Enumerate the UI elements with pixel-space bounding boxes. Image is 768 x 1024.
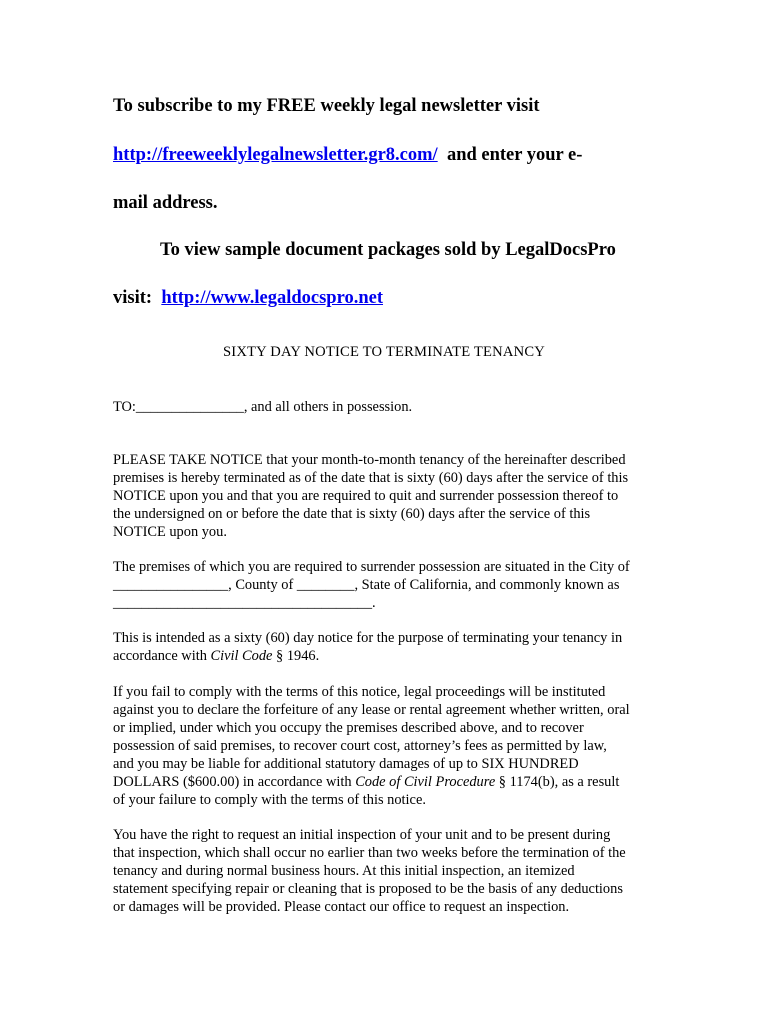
text-run: DOLLARS ($600.00) in accordance with [113, 774, 356, 790]
paragraph-line: ____________________________________. [113, 595, 376, 611]
paragraph-line: tenancy and during normal business hours. At this initial inspection, an itemized [113, 863, 575, 879]
paragraph-line: and you may be liable for additional statutory damages of up to SIX HUNDRED [113, 756, 579, 772]
legaldocspro-link[interactable]: http://www.legaldocspro.net [161, 288, 383, 308]
promo-line-5 [113, 286, 673, 310]
promo-line-1: To subscribe to my FREE weekly legal newsletter visit [113, 96, 540, 116]
paragraph-line: of your failure to comply with the terms of this notice. [113, 792, 426, 808]
promo-line-3: mail address. [113, 193, 218, 213]
civil-code-citation: Civil Code [210, 648, 273, 664]
paragraph-notice [113, 451, 673, 541]
promo-line-2-tail: and enter your e- [437, 145, 583, 165]
paragraph-legal-proceedings [113, 683, 673, 809]
paragraph-intent [113, 629, 673, 665]
paragraph-line: possession of said premises, to recover court cost, attorney’s fees as permitted by law, [113, 738, 607, 754]
paragraph-line [113, 773, 673, 791]
to-line: TO:_______________, and all others in possession. [113, 399, 413, 415]
ccp-citation: Code of Civil Procedure [355, 774, 496, 790]
paragraph-line: NOTICE upon you. [113, 524, 227, 540]
paragraph-line: NOTICE upon you and that you are required to quit and surrender possession thereof to [113, 488, 619, 504]
promo-line-5-prefix: visit: [113, 288, 162, 308]
paragraph-line [113, 647, 673, 665]
paragraph-line: that inspection, which shall occur no earlier than two weeks before the termination of the [113, 845, 626, 861]
paragraph-line: ________________, County of ________, State of California, and commonly known as [113, 577, 620, 593]
paragraph-line: statement specifying repair or cleaning that is proposed to be the basis of any deductions [113, 881, 623, 897]
paragraph-line: The premises of which you are required to surrender possession are situated in the City of [113, 559, 630, 575]
paragraph-line: premises is hereby terminated as of the date that is sixty (60) days after the service of this [113, 470, 629, 486]
newsletter-link[interactable]: http://freeweeklylegalnewsletter.gr8.com/ [113, 145, 438, 165]
paragraph-line: PLEASE TAKE NOTICE that your month-to-month tenancy of the hereinafter described [113, 452, 626, 468]
paragraph-inspection [113, 826, 673, 916]
text-run: § 1946. [272, 648, 320, 664]
paragraph-line: You have the right to request an initial inspection of your unit and to be present during [113, 827, 611, 843]
paragraph-line: the undersigned on or before the date that is sixty (60) days after the service of this [113, 506, 591, 522]
paragraph-line: or damages will be provided. Please contact our office to request an inspection. [113, 899, 570, 915]
paragraph-premises [113, 558, 673, 612]
paragraph-line: This is intended as a sixty (60) day notice for the purpose of terminating your tenancy in [113, 630, 623, 646]
text-run: § 1174(b), as a result [495, 774, 620, 790]
notice-title: SIXTY DAY NOTICE TO TERMINATE TENANCY [222, 344, 546, 360]
paragraph-line: If you fail to comply with the terms of this notice, legal proceedings will be instituted [113, 684, 606, 700]
text-run: accordance with [113, 648, 211, 664]
promo-line-2 [113, 143, 673, 167]
promo-line-4: To view sample document packages sold by LegalDocsPro [160, 240, 616, 260]
paragraph-line: against you to declare the forfeiture of any lease or rental agreement whether written, oral [113, 702, 630, 718]
paragraph-line: or implied, under which you occupy the premises described above, and to recover [113, 720, 584, 736]
